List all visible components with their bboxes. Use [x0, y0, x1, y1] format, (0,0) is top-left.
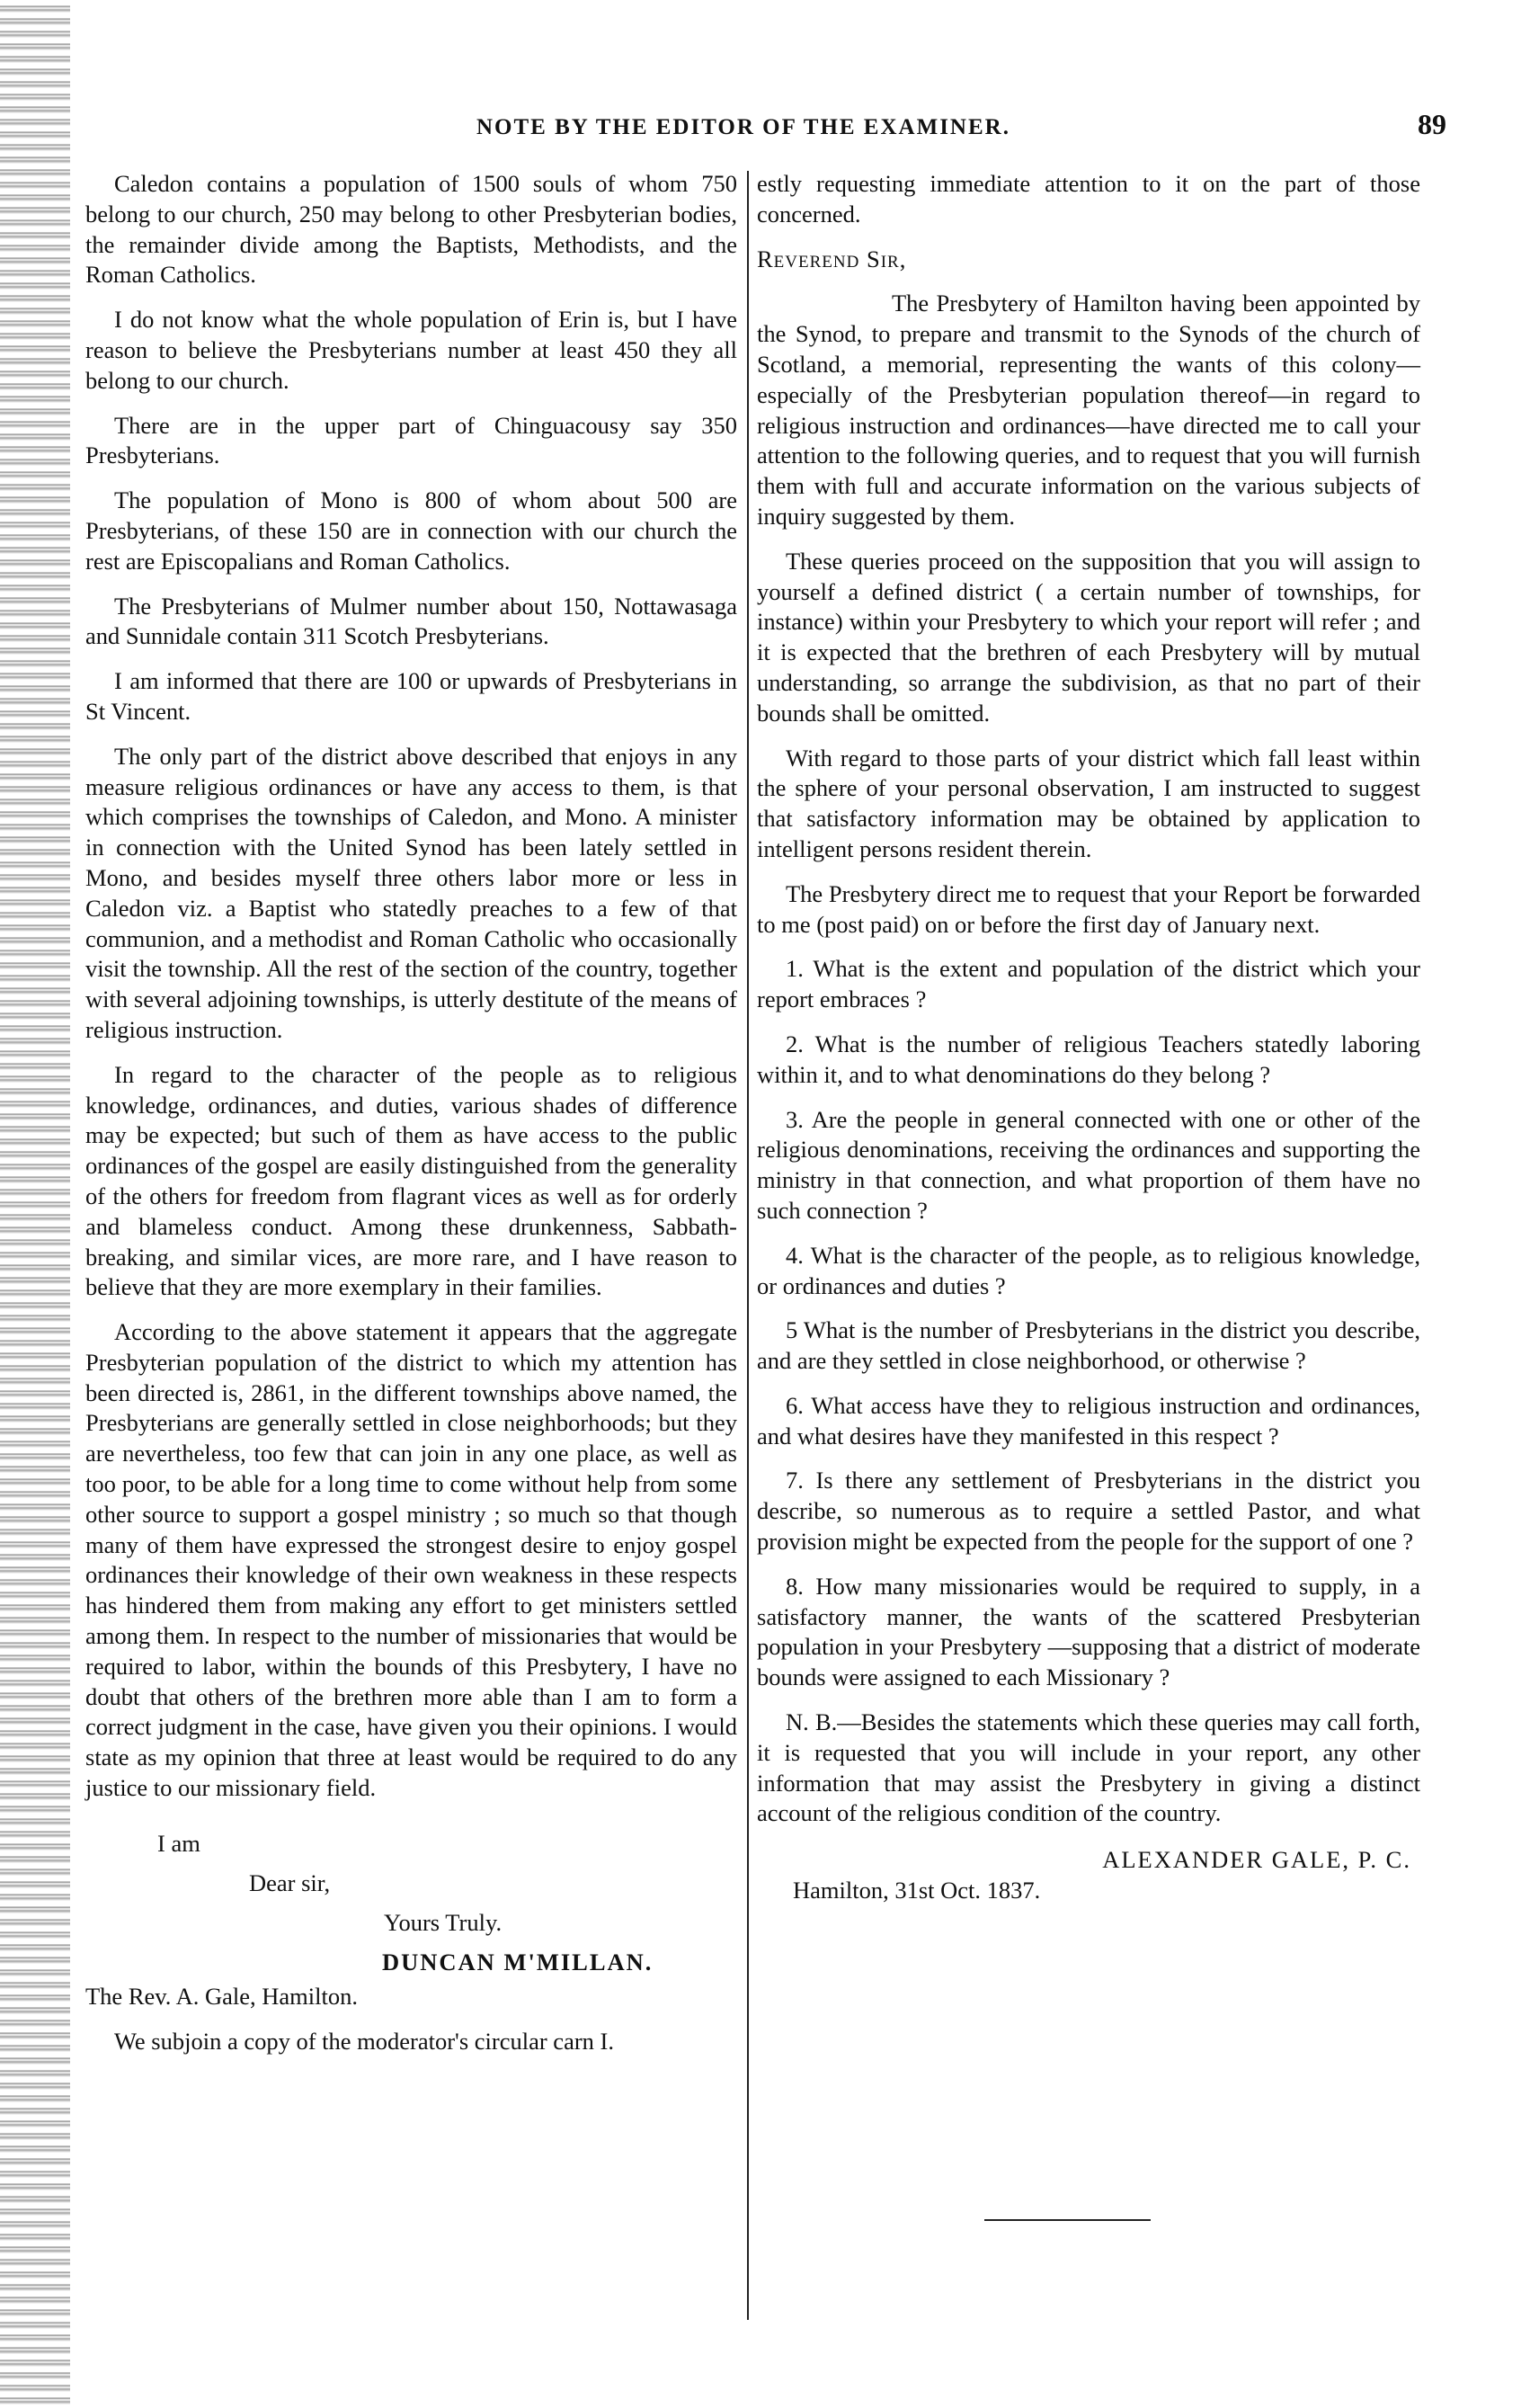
column-divider — [747, 171, 749, 2320]
addressee-line: The Rev. A. Gale, Hamilton. — [85, 1982, 358, 2010]
signature-mcmillan: DUNCAN M'MILLAN. — [382, 1948, 654, 1975]
right-column — [757, 169, 1420, 1906]
paragraph-presbytery-appointed: The Presbytery of Hamilton having been appointed by the Synod, to prepare and transmit to the Synods of the church of Scotland, a memorial, representing the wants of this colony—especially of the Presbyterian population thereof—in regard to religious instruction and ordinances—have directed me to call your attention to the following queries, and to request that you will furnish them with full and accurate information on the various subjects of inquiry suggested by them. — [757, 290, 1420, 530]
paragraph-district-parts: With regard to those parts of your district which fall least within the sphere of your personal observation, I am instructed to suggest that satisfactory information may be obtained by application to intelligent persons resident therein. — [757, 744, 1420, 862]
final-note: We subjoin a copy of the moderator's circular carn I. — [114, 2027, 614, 2055]
paragraph-ordinances: The only part of the district above described that enjoys in any measure religious ordinances or have any access to them, is that which comprises the townships of Caledon, and Mono. A minister in connection with the United Synod has been lately settled in Mono, and besides myself three others labor more or less in Caledon viz. a Baptist who statedly preaches to a few of that communion, and a methodist and Roman Catholic who occasionally visit the township. All the rest of the section of the country, together with several adjoining townships, is utterly destitute of the means of religious instruction. — [85, 742, 737, 1043]
continued-opening: estly requesting immediate attention to it on the part of those concerned. — [757, 170, 1420, 227]
signature-gale: ALEXANDER GALE, P. C. — [1102, 1846, 1411, 1874]
paragraph-mulmer: The Presbyterians of Mulmer number about 150, Nottawasaga and Sunnidale contain 311 Scotch Presbyterians. — [85, 592, 737, 650]
page-binding-edge — [0, 0, 70, 2408]
query-3: 3. Are the people in general connected with one or other of the religious denominations, receiving the ordinances and supporting the ministry in that connection, and what proportion of them have no such connection ? — [757, 1105, 1420, 1224]
paragraph-caledon: Caledon contains a population of 1500 souls of whom 750 belong to our church, 250 may belong to other Presbyterian bodies, the remainder divide among the Baptists, Methodists, and the Roman Catholics. — [85, 170, 737, 289]
nota-bene: N. B.—Besides the statements which these queries may call forth, it is requested that you will include in your report, any other information that may assist the Presbytery in giving a distinct account of the religious condition of the country. — [757, 1708, 1420, 1827]
closing-line-dear-sir: Dear sir, — [249, 1868, 331, 1896]
running-title: NOTE BY THE EDITOR OF THE EXAMINER. — [476, 115, 1010, 139]
page-number: 89 — [1418, 108, 1446, 140]
paragraph-erin: I do not know what the whole population of Erin is, but I have reason to believe the Presbyterians number at least 450 they all belong to our church. — [85, 306, 737, 394]
closing-line-i-am: I am — [157, 1829, 200, 1857]
query-8: 8. How many missionaries would be required to supply, in a satisfactory manner, the wants of the scattered Presbyterian population in your Presbytery —supposing that a district of moderate bounds were assigned to each Missionary ? — [757, 1572, 1420, 1691]
paragraph-report-request: The Presbytery direct me to request that your Report be forwarded to me (post paid) on or before the first day of January next. — [757, 879, 1420, 938]
paragraph-statement: According to the above statement it appears that the aggregate Presbyterian population of the district to which my attention has been directed is, 2861, in the different townships above named, the Presbyterians are generally settled in close neighborhoods; but they are nevertheless, too few that can join in any one place, as well as too poor, to be able for a long time to come without help from some other source to support a gospel ministry ; so much so that though many of them have expressed the strongest desire to enjoy gospel ordinances their knowledge of their own weakness in these respects has hindered them from making any effort to get ministers settled among them. In respect to the number of missionaries that would be required to labor, within the bounds of this Presbytery, I have no doubt that others of the brethren more able than I am to form a correct judgment in the case, have given you their opinions. I would state as my opinion that three at least would be required to do any justice to our missionary field. — [85, 1318, 737, 1802]
query-5: 5 What is the number of Presbyterians in the district you describe, and are they settled in close neighborhood, or otherwise ? — [757, 1316, 1420, 1375]
query-1: 1. What is the extent and population of the district which your report embraces ? — [757, 955, 1420, 1013]
page-header — [85, 108, 1446, 144]
end-rule — [984, 2219, 1151, 2221]
paragraph-queries-supposition: These queries proceed on the supposition that you will assign to yourself a defined district ( a certain number of townships, for instance) within your Presbytery to which your report will refer ; and it is expected that the brethren of each Presbytery will by mutual understanding, so arrange the subdivision, as that no part of their bounds shall be omitted. — [757, 547, 1420, 727]
salutation: Reverend Sir, — [757, 245, 907, 272]
date-line: Hamilton, 31st Oct. 1837. — [793, 1877, 1041, 1904]
query-4: 4. What is the character of the people, as to religious knowledge, or ordinances and duties ? — [757, 1241, 1420, 1299]
paragraph-character: In regard to the character of the people as to religious knowledge, ordinances, and duties, various shades of difference may be expected; but such of them as have access to the public ordinances of the gospel are easily distinguished from the generality of the others for freedom from flagrant vices as well as for orderly and blameless conduct. Among these drunkenness, Sabbath-breaking, and similar vices, are more rare, and I have reason to believe that they are more exemplary in their families. — [85, 1060, 737, 1301]
closing-line-yours-truly: Yours Truly. — [384, 1908, 503, 1936]
query-6: 6. What access have they to religious instruction and ordinances, and what desires have they manifested in this respect ? — [757, 1391, 1420, 1449]
query-2: 2. What is the number of religious Teachers statedly laboring within it, and to what denominations do they belong ? — [757, 1030, 1420, 1088]
query-7: 7. Is there any settlement of Presbyterians in the district you describe, so numerous as to require a settled Pastor, and what provision might be expected from the people for the support of one ? — [757, 1467, 1420, 1556]
paragraph-st-vincent: I am informed that there are 100 or upwards of Presbyterians in St Vincent. — [85, 667, 737, 725]
paragraph-mono: The population of Mono is 800 of whom about 500 are Presbyterians, of these 150 are in connection with our church the rest are Episcopalians and Roman Catholics. — [85, 486, 737, 575]
left-column — [85, 169, 737, 2071]
paragraph-chinguacousy: There are in the upper part of Chinguacousy say 350 Presbyterians. — [85, 411, 737, 469]
letter-closing — [85, 1824, 737, 1982]
